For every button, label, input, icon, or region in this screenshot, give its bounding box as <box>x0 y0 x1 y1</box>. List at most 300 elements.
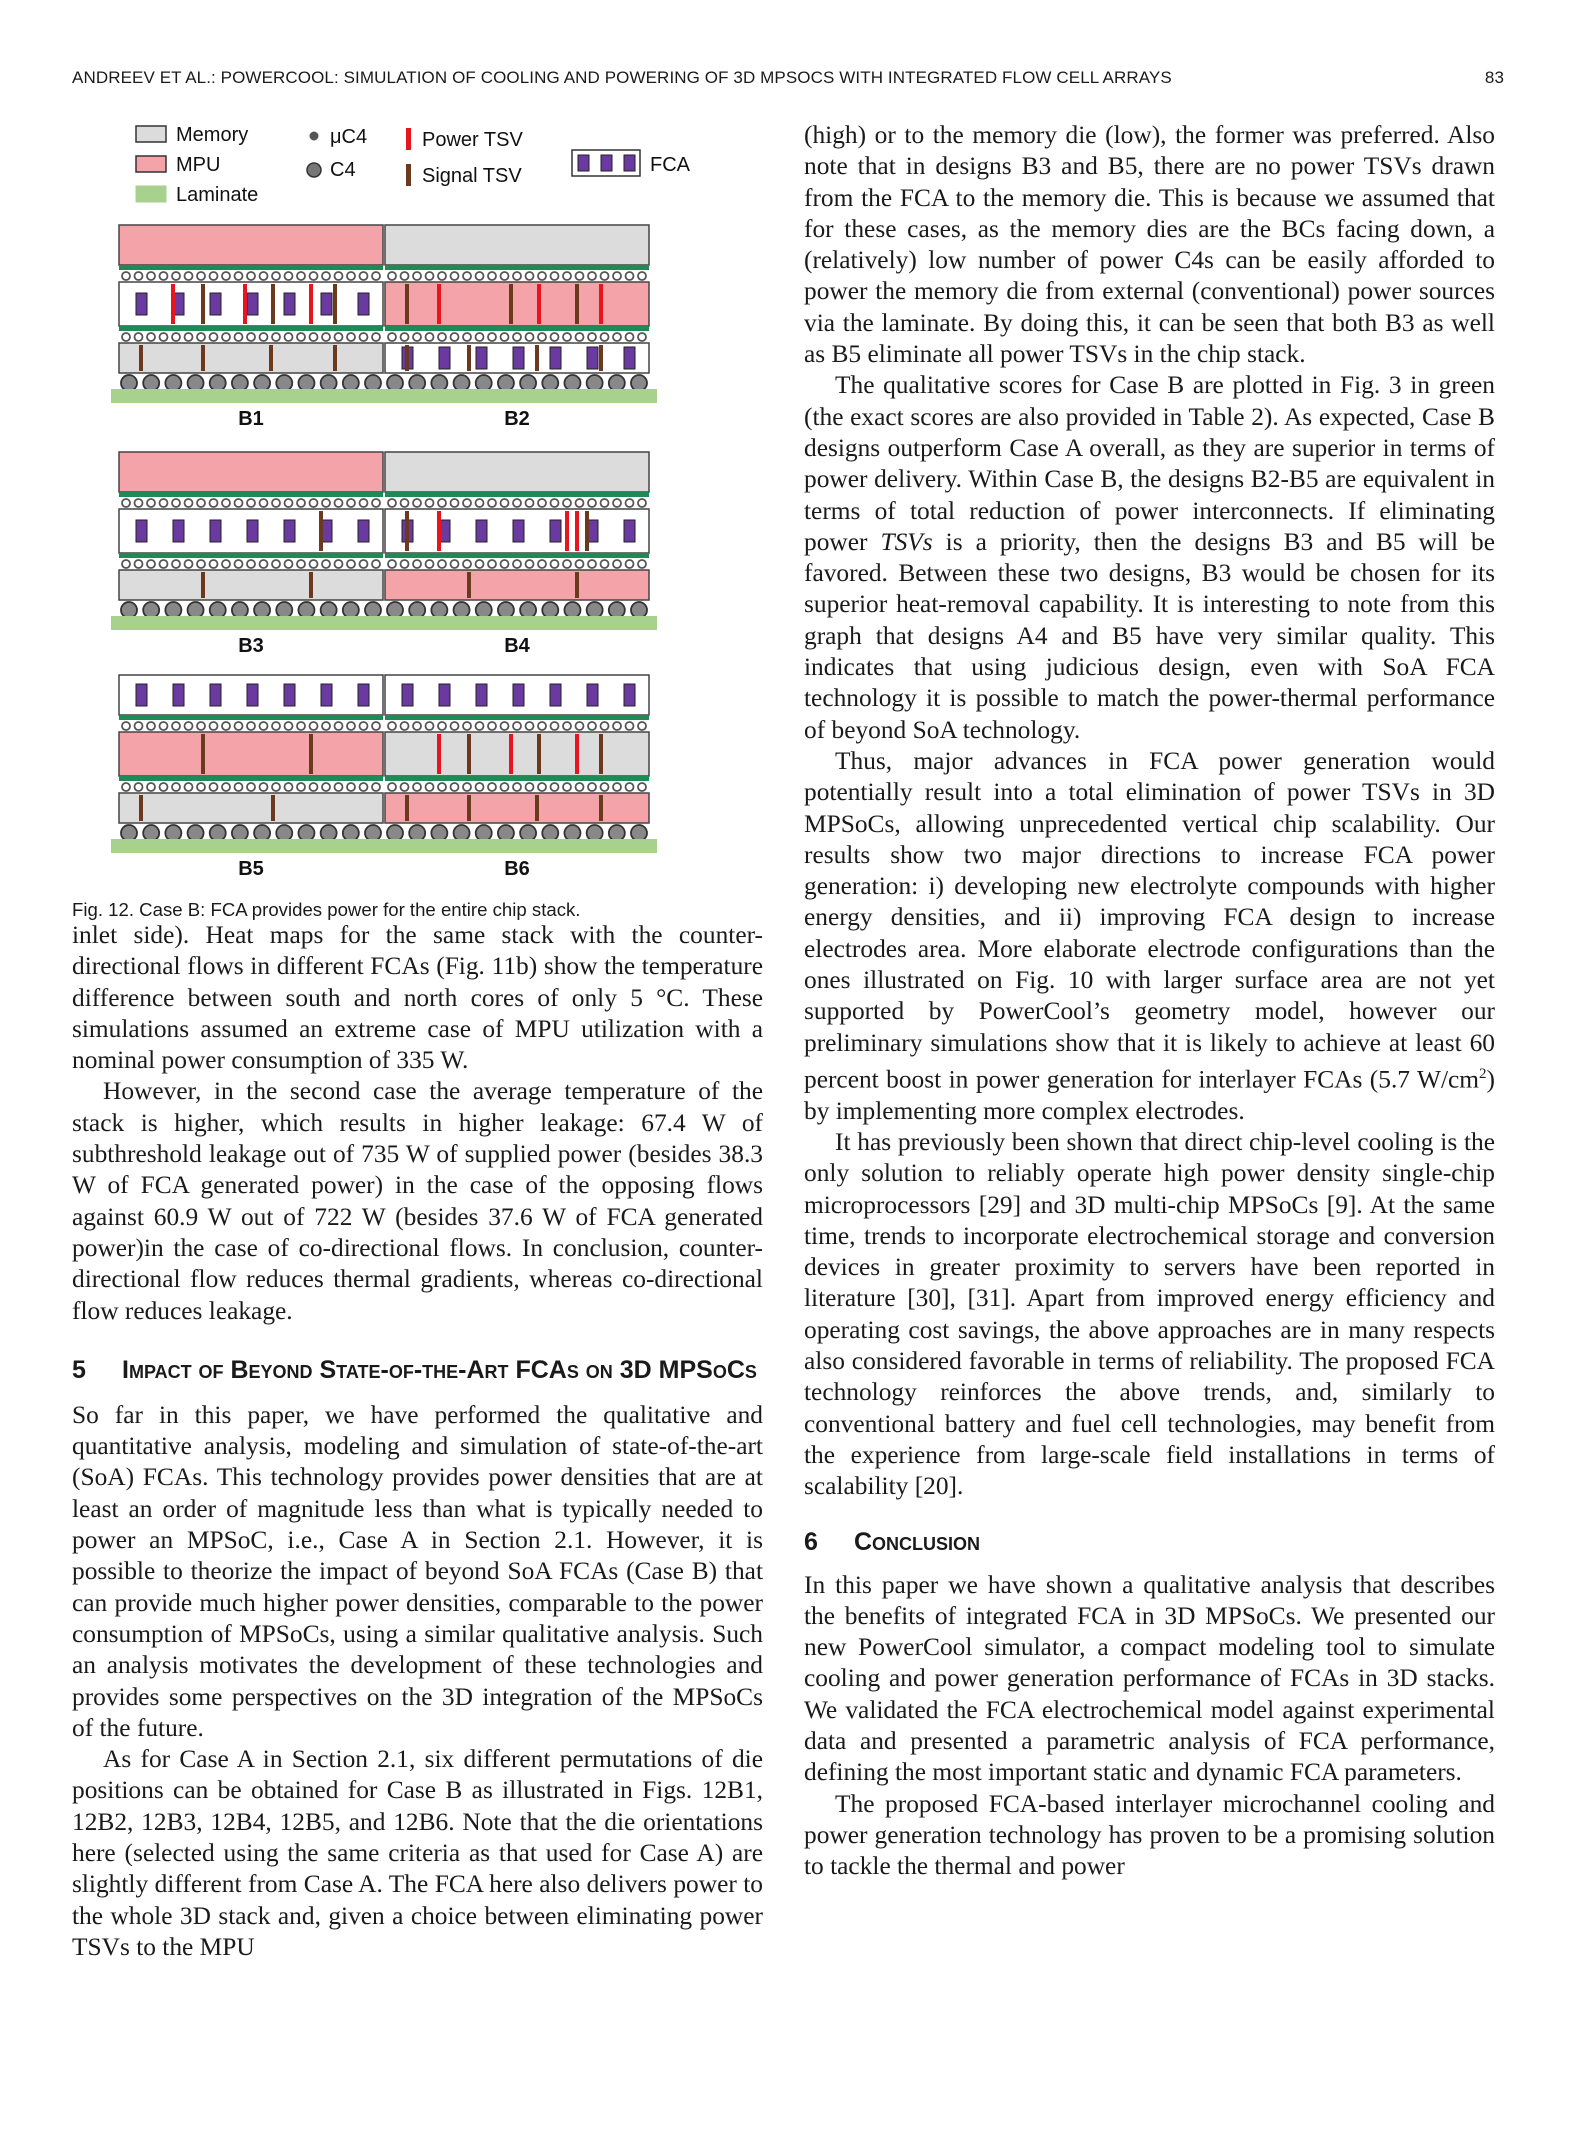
fca-cell <box>476 684 487 706</box>
micro-c4-row <box>372 333 380 341</box>
micro-c4-row <box>185 499 193 507</box>
power-tsv <box>575 734 579 774</box>
c4-row <box>431 825 447 841</box>
fca-cell <box>439 347 450 369</box>
left-paragraph-4: As for Case A in Section 2.1, six different permutations of die positions can be obtained for Case B as illustrated in Figs. 12B1, 12B2, 12B3, 12B4, 12B5, and 12B6. Note that the die orientations here (selected using the same criteria as that used for Case A) are slightly different from Case A. The FCA here also delivers power to the whole 3D stack and, given a choice between eliminating power TSVs to the MPU <box>72 1745 763 1961</box>
right-paragraph-2-part-2: is a priority, then the designs B3 and B5 will be favored. Between these two designs, B3 would be chosen for its superior heat-removal capability. It is interesting to note from this graph that designs A4 and B5 have very similar quality. This indicates that using judicious design, even with SoA FCA technology it is possible to match the power-thermal performance of beyond SoA technology. <box>804 527 1495 744</box>
micro-c4-row <box>135 722 143 730</box>
micro-c4-row <box>401 333 409 341</box>
laminate-layer <box>377 616 657 630</box>
c4-row <box>321 602 337 618</box>
micro-c4-row <box>160 333 168 341</box>
micro-c4-row <box>122 333 130 341</box>
c4-row <box>609 825 625 841</box>
micro-c4-row <box>260 783 268 791</box>
micro-c4-row <box>310 272 318 280</box>
signal-tsv <box>201 345 205 371</box>
micro-c4-row <box>347 333 355 341</box>
micro-c4-row <box>247 783 255 791</box>
micro-c4-row <box>135 333 143 341</box>
fca-cell <box>476 347 487 369</box>
c4-row <box>498 825 514 841</box>
power-tsv <box>599 284 603 324</box>
c4-row <box>520 375 536 391</box>
micro-c4-row <box>538 499 546 507</box>
power-tsv <box>509 734 513 774</box>
c4-row <box>298 375 314 391</box>
right-paragraph-3 <box>804 746 1495 1127</box>
micro-c4-row <box>513 560 521 568</box>
micro-c4-row <box>438 783 446 791</box>
micro-c4-row <box>488 783 496 791</box>
signal-tsv <box>319 511 323 551</box>
signal-tsv <box>139 795 143 821</box>
c4-row <box>232 375 248 391</box>
panel-b3-label: B3 <box>238 635 264 657</box>
micro-c4-row <box>372 272 380 280</box>
fca-cell <box>550 520 561 542</box>
c4-row <box>587 375 603 391</box>
micro-c4-row <box>185 783 193 791</box>
micro-c4-row <box>210 560 218 568</box>
micro-c4-row <box>638 499 646 507</box>
micro-c4-row <box>335 783 343 791</box>
signal-tsv <box>509 284 513 324</box>
fca-cell <box>284 293 295 315</box>
micro-c4-row <box>247 272 255 280</box>
micro-c4-row <box>463 722 471 730</box>
figure-caption: Fig. 12. Case B: FCA provides power for the entire chip stack. <box>72 899 581 920</box>
c4-row <box>454 825 470 841</box>
right-paragraph-4: It has previously been shown that direct chip-level cooling is the only solution to reliably operate high power density single-chip microprocessors [29] and 3D multi-chip MPSoCs [9]. At the same time, trends to incorporate electrochemical storage and conversion devices in greater proximity to servers have been reported in literature [30], [31]. Apart from improved energy efficiency and operating cost savings, the above approaches are in many respects also considered favorable in terms of reliability. The proposed FCA technology reinforces the above trends, and, similarly to conventional battery and fuel cell technologies, may benefit from the experience from large-scale field installations in terms of scalability [20]. <box>804 1127 1495 1501</box>
micro-c4-row <box>588 722 596 730</box>
signal-tsv <box>201 572 205 598</box>
micro-c4-row <box>285 272 293 280</box>
c4-row <box>343 602 359 618</box>
c4-row <box>542 825 558 841</box>
micro-c4-row <box>360 499 368 507</box>
micro-c4-row <box>260 560 268 568</box>
page-number: 83 <box>1484 68 1504 87</box>
legend-signal-tsv-label: Signal TSV <box>422 165 522 187</box>
micro-c4-row <box>260 272 268 280</box>
micro-c4-row <box>426 783 434 791</box>
fca-cell <box>247 293 258 315</box>
micro-c4-row <box>172 499 180 507</box>
micro-c4-row <box>538 560 546 568</box>
micro-c4-row <box>438 499 446 507</box>
c4-row <box>143 825 159 841</box>
c4-row <box>210 825 226 841</box>
micro-c4-row <box>501 783 509 791</box>
legend-memory-swatch <box>136 126 166 142</box>
micro-c4-row <box>513 499 521 507</box>
micro-c4-row <box>438 333 446 341</box>
micro-c4-row <box>476 560 484 568</box>
power-tsv <box>309 284 313 324</box>
c4-row <box>387 602 403 618</box>
micro-c4-row <box>613 499 621 507</box>
micro-c4-row <box>501 499 509 507</box>
micro-c4-row <box>563 333 571 341</box>
mpu-die <box>119 732 383 776</box>
c4-row <box>564 375 580 391</box>
micro-c4-row <box>551 272 559 280</box>
micro-c4-row <box>638 783 646 791</box>
interposer-layer <box>385 776 649 781</box>
micro-c4-row <box>613 722 621 730</box>
fca-cell <box>136 520 147 542</box>
fca-cell <box>173 684 184 706</box>
c4-row <box>298 602 314 618</box>
signal-tsv <box>575 284 579 324</box>
micro-c4-row <box>413 783 421 791</box>
interposer-layer <box>119 715 383 720</box>
c4-row <box>365 375 381 391</box>
micro-c4-row <box>388 333 396 341</box>
micro-c4-row <box>463 560 471 568</box>
micro-c4-row <box>160 499 168 507</box>
micro-c4-row <box>476 783 484 791</box>
c4-row <box>232 825 248 841</box>
fca-cell <box>210 293 221 315</box>
interposer-layer <box>119 553 383 558</box>
panel-b2-label: B2 <box>504 408 530 430</box>
micro-c4-row <box>197 272 205 280</box>
micro-c4-row <box>426 560 434 568</box>
micro-c4-row <box>372 560 380 568</box>
micro-c4-row <box>285 333 293 341</box>
micro-c4-row <box>451 783 459 791</box>
c4-row <box>143 602 159 618</box>
panel-b1-label: B1 <box>238 408 264 430</box>
micro-c4-row <box>310 560 318 568</box>
memory-die <box>385 225 649 265</box>
signal-tsv <box>467 345 471 371</box>
micro-c4-row <box>335 499 343 507</box>
right-paragraph-2 <box>804 370 1495 746</box>
micro-c4-row <box>426 333 434 341</box>
left-paragraph-1: inlet side). Heat maps for the same stack with the counter-directional flows in different FCAs (Fig. 11b) show the temperature difference between south and north cores of only 5 °C. These simulations assumed an extreme case of MPU utilization with a nominal power consumption of 335 W. <box>72 921 763 1075</box>
figure-12 <box>72 120 763 920</box>
micro-c4-row <box>272 783 280 791</box>
micro-c4-row <box>322 272 330 280</box>
c4-row <box>520 602 536 618</box>
micro-c4-row <box>247 722 255 730</box>
signal-tsv <box>309 734 313 774</box>
power-tsv <box>437 511 441 551</box>
signal-tsv <box>271 284 275 324</box>
micro-c4-row <box>588 272 596 280</box>
c4-row <box>321 825 337 841</box>
micro-c4-row <box>322 722 330 730</box>
micro-c4-row <box>297 333 305 341</box>
micro-c4-row <box>563 722 571 730</box>
micro-c4-row <box>476 333 484 341</box>
micro-c4-row <box>197 333 205 341</box>
fca-cell <box>476 520 487 542</box>
c4-row <box>254 825 270 841</box>
micro-c4-row <box>638 560 646 568</box>
micro-c4-row <box>626 333 634 341</box>
fca-cell <box>173 520 184 542</box>
memory-die <box>385 732 649 776</box>
c4-row <box>387 375 403 391</box>
c4-row <box>343 375 359 391</box>
micro-c4-row <box>388 783 396 791</box>
fca-cell <box>439 684 450 706</box>
laminate-layer <box>111 389 391 403</box>
micro-c4-row <box>122 722 130 730</box>
micro-c4-row <box>210 499 218 507</box>
micro-c4-row <box>563 499 571 507</box>
left-column <box>72 120 763 1963</box>
power-tsv <box>437 734 441 774</box>
micro-c4-row <box>563 560 571 568</box>
micro-c4-row <box>601 783 609 791</box>
micro-c4-row <box>310 333 318 341</box>
c4-row <box>454 602 470 618</box>
c4-row <box>121 602 137 618</box>
micro-c4-row <box>272 333 280 341</box>
micro-c4-row <box>197 499 205 507</box>
micro-c4-row <box>285 722 293 730</box>
micro-c4-row <box>272 499 280 507</box>
micro-c4-row <box>401 722 409 730</box>
micro-c4-row <box>322 333 330 341</box>
signal-tsv <box>405 511 409 551</box>
section-5-number: 5 <box>72 1355 86 1384</box>
micro-c4-row <box>135 783 143 791</box>
c4-row <box>476 825 492 841</box>
micro-c4-row <box>463 499 471 507</box>
fca-cell <box>624 684 635 706</box>
micro-c4-row <box>601 722 609 730</box>
mpu-die <box>385 570 649 600</box>
micro-c4-row <box>335 333 343 341</box>
micro-c4-row <box>285 783 293 791</box>
micro-c4-row <box>160 272 168 280</box>
panel-b5-label: B5 <box>238 858 264 880</box>
micro-c4-row <box>501 560 509 568</box>
c4-row <box>210 375 226 391</box>
c4-row <box>188 375 204 391</box>
signal-tsv <box>333 284 337 324</box>
fca-cell <box>587 347 598 369</box>
micro-c4-row <box>122 499 130 507</box>
micro-c4-row <box>222 272 230 280</box>
legend-memory-label: Memory <box>176 124 249 146</box>
micro-c4-row <box>626 783 634 791</box>
right-column <box>804 120 1495 1883</box>
c4-row <box>387 825 403 841</box>
micro-c4-row <box>626 499 634 507</box>
micro-c4-row <box>463 783 471 791</box>
section-6-heading <box>804 1527 1495 1558</box>
micro-c4-row <box>310 783 318 791</box>
micro-c4-row <box>513 333 521 341</box>
micro-c4-row <box>401 499 409 507</box>
laminate-layer <box>377 389 657 403</box>
signal-tsv <box>201 734 205 774</box>
c4-row <box>631 375 647 391</box>
signal-tsv <box>599 795 603 821</box>
micro-c4-row <box>526 783 534 791</box>
right-paragraph-3-superscript: 2 <box>1479 1065 1487 1082</box>
micro-c4-row <box>172 783 180 791</box>
micro-c4-row <box>272 560 280 568</box>
signal-tsv <box>575 572 579 598</box>
c4-row <box>321 375 337 391</box>
micro-c4-row <box>185 333 193 341</box>
c4-row <box>431 375 447 391</box>
micro-c4-row <box>172 333 180 341</box>
legend-fca-label: FCA <box>650 154 690 176</box>
micro-c4-row <box>463 333 471 341</box>
signal-tsv <box>535 795 539 821</box>
fca-cell <box>136 684 147 706</box>
fca-cell <box>513 684 524 706</box>
running-title: ANDREEV ET AL.: POWERCOOL: SIMULATION OF COOLING AND POWERING OF 3D MPSOCS WITH INTEGRATED FLOW CELL ARRAYS <box>72 68 1172 87</box>
micro-c4-row <box>513 722 521 730</box>
memory-die <box>119 793 383 823</box>
micro-c4-row <box>626 272 634 280</box>
micro-c4-row <box>563 783 571 791</box>
panel-b4 <box>377 452 657 657</box>
right-paragraph-2-part-1: The qualitative scores for Case B are plotted in Fig. 3 in green (the exact scores are also provided in Table 2). As expected, Case B designs outperform Case A overall, as they are superior in terms of power delivery. Within Case B, the designs B2-B5 are equivalent in terms of total reduction of power interconnects. If eliminating power <box>804 371 1495 556</box>
c4-row <box>165 825 181 841</box>
laminate-layer <box>377 839 657 853</box>
legend-uc4-dot <box>310 132 319 141</box>
micro-c4-row <box>526 333 534 341</box>
micro-c4-row <box>347 499 355 507</box>
c4-row <box>609 602 625 618</box>
panel-b1 <box>111 225 391 430</box>
micro-c4-row <box>601 499 609 507</box>
micro-c4-row <box>210 722 218 730</box>
micro-c4-row <box>551 722 559 730</box>
micro-c4-row <box>147 560 155 568</box>
micro-c4-row <box>122 560 130 568</box>
micro-c4-row <box>388 722 396 730</box>
legend-uc4-label: μC4 <box>330 126 368 148</box>
micro-c4-row <box>222 722 230 730</box>
fca-cell <box>358 293 369 315</box>
micro-c4-row <box>260 333 268 341</box>
memory-die <box>119 570 383 600</box>
micro-c4-row <box>551 560 559 568</box>
micro-c4-row <box>297 722 305 730</box>
micro-c4-row <box>488 333 496 341</box>
micro-c4-row <box>335 722 343 730</box>
micro-c4-row <box>197 722 205 730</box>
micro-c4-row <box>513 272 521 280</box>
micro-c4-row <box>147 499 155 507</box>
micro-c4-row <box>476 272 484 280</box>
micro-c4-row <box>563 272 571 280</box>
micro-c4-row <box>526 560 534 568</box>
section-5-title: Impact of Beyond State-of-the-Art FCAs on 3D MPSoCs <box>122 1355 757 1384</box>
c4-row <box>409 602 425 618</box>
fca-cell <box>513 520 524 542</box>
laminate-layer <box>111 616 391 630</box>
micro-c4-row <box>451 272 459 280</box>
c4-row <box>498 602 514 618</box>
interposer-layer <box>119 492 383 497</box>
c4-row <box>520 825 536 841</box>
mpu-die <box>119 452 383 492</box>
micro-c4-row <box>185 722 193 730</box>
micro-c4-row <box>222 333 230 341</box>
power-tsv <box>171 284 175 324</box>
c4-row <box>409 375 425 391</box>
micro-c4-row <box>160 783 168 791</box>
c4-row <box>631 602 647 618</box>
fca-cell <box>284 684 295 706</box>
micro-c4-row <box>551 499 559 507</box>
micro-c4-row <box>247 560 255 568</box>
c4-row <box>564 825 580 841</box>
micro-c4-row <box>272 722 280 730</box>
fca-cell <box>402 684 413 706</box>
micro-c4-row <box>322 783 330 791</box>
signal-tsv <box>537 734 541 774</box>
micro-c4-row <box>538 272 546 280</box>
micro-c4-row <box>538 783 546 791</box>
micro-c4-row <box>135 272 143 280</box>
legend-power-tsv-swatch <box>406 128 411 150</box>
micro-c4-row <box>347 272 355 280</box>
micro-c4-row <box>501 333 509 341</box>
legend-mpu-swatch <box>136 156 166 172</box>
micro-c4-row <box>122 272 130 280</box>
micro-c4-row <box>310 722 318 730</box>
left-paragraph-3: So far in this paper, we have performed the qualitative and quantitative analysis, modeling and simulation of state-of-the-art (SoA) FCAs. This technology provides power densities that are at least an order of magnitude less than what is typically needed to power an MPSoC, i.e., Case A in Section 2.1. However, it is possible to theorize the impact of beyond SoA FCAs (Case B) that can provide much higher power densities, comparable to the power consumption of MPSoCs, using a similar qualitative analysis. Such an analysis motivates the development of these technologies and provides some perspectives on the 3D integration of the MPSoCs of the future. <box>72 1400 763 1742</box>
signal-tsv <box>269 345 273 371</box>
micro-c4-row <box>451 499 459 507</box>
micro-c4-row <box>588 783 596 791</box>
micro-c4-row <box>310 499 318 507</box>
micro-c4-row <box>501 272 509 280</box>
signal-tsv <box>467 572 471 598</box>
figure-12-diagram <box>72 120 763 890</box>
c4-row <box>365 602 381 618</box>
laminate-layer <box>111 839 391 853</box>
micro-c4-row <box>147 722 155 730</box>
mpu-die <box>385 282 649 326</box>
micro-c4-row <box>638 722 646 730</box>
micro-c4-row <box>613 272 621 280</box>
interposer-layer <box>385 326 649 331</box>
fca-cell <box>284 520 295 542</box>
c4-row <box>409 825 425 841</box>
fca-cell <box>247 520 258 542</box>
micro-c4-row <box>235 560 243 568</box>
micro-c4-row <box>438 722 446 730</box>
interposer-layer <box>119 265 383 270</box>
micro-c4-row <box>322 560 330 568</box>
signal-tsv <box>599 734 603 774</box>
legend-fca-cell <box>624 155 635 171</box>
signal-tsv <box>405 345 409 371</box>
c4-row <box>143 375 159 391</box>
micro-c4-row <box>638 272 646 280</box>
micro-c4-row <box>297 272 305 280</box>
micro-c4-row <box>576 560 584 568</box>
micro-c4-row <box>235 722 243 730</box>
signal-tsv <box>405 284 409 324</box>
power-tsv <box>437 284 441 324</box>
